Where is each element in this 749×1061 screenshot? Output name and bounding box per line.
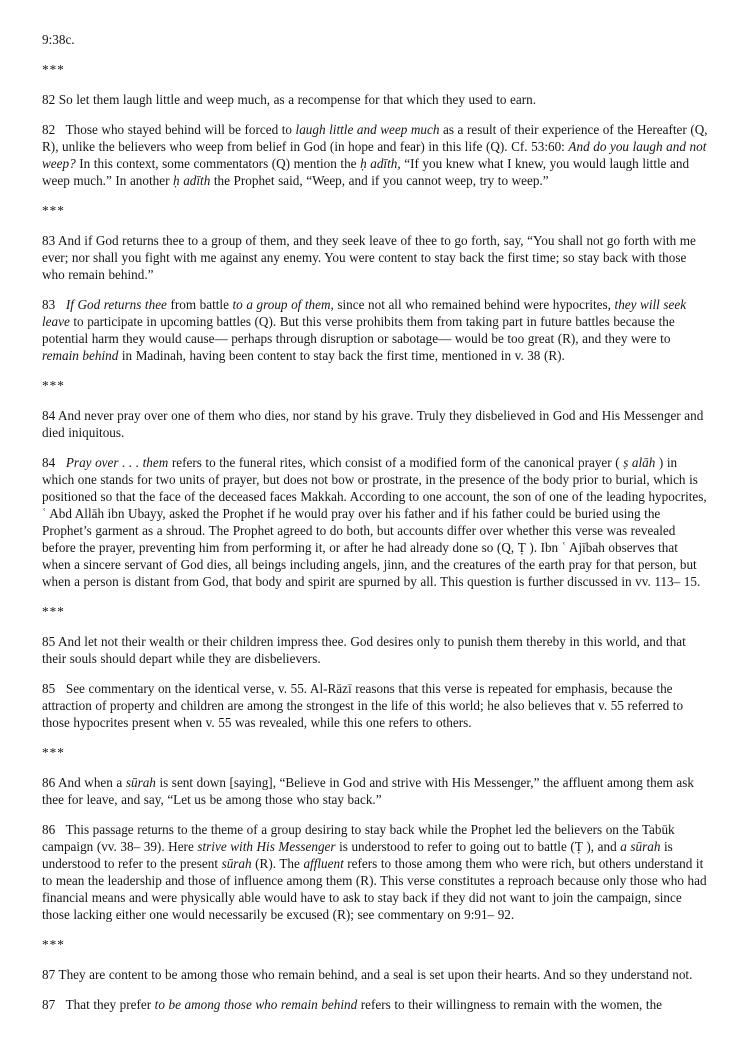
text-run: refers to those among them who were rich, but others understand it to mean the leadership and those of influence among them (R). This verse constitutes a reproach because only those who had financial means and were physically able would have to ask to stay back if they did not want to join the campaign, since those lacking either one would necessarily be excused (R); see commentary on 9:91– 92. <box>42 856 707 922</box>
verse-87-translation <box>42 966 708 983</box>
italic-run: they will seek leave <box>42 297 687 329</box>
italic-run: affluent <box>303 856 344 871</box>
italic-run: a sūrah <box>620 839 661 854</box>
text-run: 85 And let not their wealth or their children impress thee. God desires only to punish them thereby in this world, and that their souls should depart while they are disbelievers. <box>42 634 686 666</box>
section-separator <box>42 744 708 761</box>
text-run: (R). The <box>251 856 304 871</box>
italic-run: sūrah <box>125 775 156 790</box>
text-run: 84 And never pray over one of them who dies, nor stand by his grave. Truly they disbelieved in God and His Messenger and died iniquitous. <box>42 408 704 440</box>
text-run: *** <box>42 937 65 952</box>
italic-run: ḥ adīth, <box>360 156 401 171</box>
verse-84-translation <box>42 407 708 441</box>
text-run: 83 <box>42 297 66 312</box>
text-run: the Prophet said, “Weep, and if you cannot weep, try to weep.” <box>210 173 549 188</box>
italic-run: ḥ adīth <box>173 173 211 188</box>
section-separator <box>42 936 708 953</box>
text-run: is understood to refer to the present <box>42 839 673 871</box>
text-run: in Madinah, having been content to stay back the first time, mentioned in v. 38 (R). <box>118 348 565 363</box>
verse-86-commentary <box>42 821 708 923</box>
text-run: from battle <box>166 297 233 312</box>
italic-run: If God returns thee <box>65 297 167 312</box>
italic-run: ṣ alāh <box>623 455 656 470</box>
text-run: 87 That they prefer <box>42 997 155 1012</box>
text-run: *** <box>42 62 65 77</box>
italic-run: strive with His Messenger <box>197 839 336 854</box>
italic-run: to a group of them, <box>232 297 334 312</box>
verse-86-translation <box>42 774 708 808</box>
text-run: refers to their willingness to remain with the women, the <box>357 997 663 1012</box>
verse-82-commentary <box>42 121 708 189</box>
text-run: *** <box>42 604 65 619</box>
italic-run: remain behind <box>42 348 119 363</box>
text-run: 85 See commentary on the identical verse, v. 55. Al-Rāzī reasons that this verse is repeated for emphasis, because the attraction of property and children are among the strongest in the life of this world; he also believes that v. 55 referred to those hypocrites present when v. 55 was revealed, while this one refers to others. <box>42 681 684 730</box>
section-separator <box>42 202 708 219</box>
text-run: 86 This passage returns to the theme of a group desiring to stay back while the Prophet led the believers on the Tabūk campaign (vv. 38– 39). Here <box>42 822 675 854</box>
section-separator <box>42 61 708 78</box>
verse-83-commentary <box>42 296 708 364</box>
text-run: since not all who remained behind were hypocrites, <box>333 297 615 312</box>
italic-run: sūrah <box>221 856 252 871</box>
verse-83-translation <box>42 232 708 283</box>
text-run: 82 So let them laugh little and weep much, as a recompense for that which they used to earn. <box>42 92 537 107</box>
text-run: *** <box>42 745 65 760</box>
verse-85-translation <box>42 633 708 667</box>
italic-run: to be among those who remain behind <box>154 997 358 1012</box>
text-run: 9:38c. <box>42 32 75 47</box>
italic-run: Pray over . . . them <box>65 455 169 470</box>
italic-run: laugh little and weep much <box>295 122 440 137</box>
text-run: *** <box>42 203 65 218</box>
section-separator <box>42 377 708 394</box>
text-run: ) in which one stands for two units of prayer, but does not bow or prostrate, in the presence of the body prior to burial, which is positioned so that the face of the deceased faces Makkah. According to one account, the son of one of the leading hypocrites, ʿ Abd Allāh ibn Ubayy, asked the Prophet if he would pray over his father and if his father could be buried using the Prophet’s garment as a shroud. The Prophet agreed to do both, but accounts differ over whether this verse was revealed before the prayer, preventing him from performing it, or after he had already done so (Q, Ṭ ). Ibn ʿ Ajībah observes that when a sincere servant of God dies, all beings including angels, jinn, and the creatures of the earth pray for that person, but when a person is distant from God, that body and spirit are spurned by all. This question is further discussed in vv. 113– 15. <box>42 455 707 589</box>
text-run: 86 And when a <box>42 775 126 790</box>
text-run: is understood to refer to going out to battle (Ṭ ), and <box>335 839 621 854</box>
verse-82-translation <box>42 91 708 108</box>
verse-84-commentary <box>42 454 708 590</box>
text-run: *** <box>42 378 65 393</box>
verse-87-commentary <box>42 996 708 1013</box>
text-run: In this context, some commentators (Q) mention the <box>75 156 361 171</box>
text-run: 82 Those who stayed behind will be forced to <box>42 122 296 137</box>
italic-run: And do you laugh and not weep? <box>42 139 707 171</box>
text-run: as a result of their experience of the Hereafter (Q, R), unlike the believers who weep from belief in God (in hope and fear) in this life (Q). Cf. 53:60: <box>42 122 708 154</box>
verse-85-commentary <box>42 680 708 731</box>
text-run: “If you knew what I knew, you would laugh little and weep much.” In another <box>42 156 690 188</box>
text-run: refers to the funeral rites, which consist of a modified form of the canonical prayer ( <box>168 455 624 470</box>
text-run: 87 They are content to be among those who remain behind, and a seal is set upon their hearts. And so they understand not. <box>42 967 693 982</box>
text-run: 83 And if God returns thee to a group of them, and they seek leave of thee to go forth, say, “You shall not go forth with me ever; nor shall you fight with me against any enemy. You were content to stay back the first time; so stay back with those who remain behind.” <box>42 233 696 282</box>
text-run: 84 <box>42 455 66 470</box>
text-run: is sent down [saying], “Believe in God and strive with His Messenger,” the affluent among them ask thee for leave, and say, “Let us be among those who stay back.” <box>42 775 694 807</box>
section-separator <box>42 603 708 620</box>
crossref-text <box>42 31 708 48</box>
text-run: to participate in upcoming battles (Q). But this verse prohibits them from taking part in future battles because the potential harm they would cause— perhaps through disruption or sabotage— would be too great (R), and they were to <box>42 314 675 346</box>
